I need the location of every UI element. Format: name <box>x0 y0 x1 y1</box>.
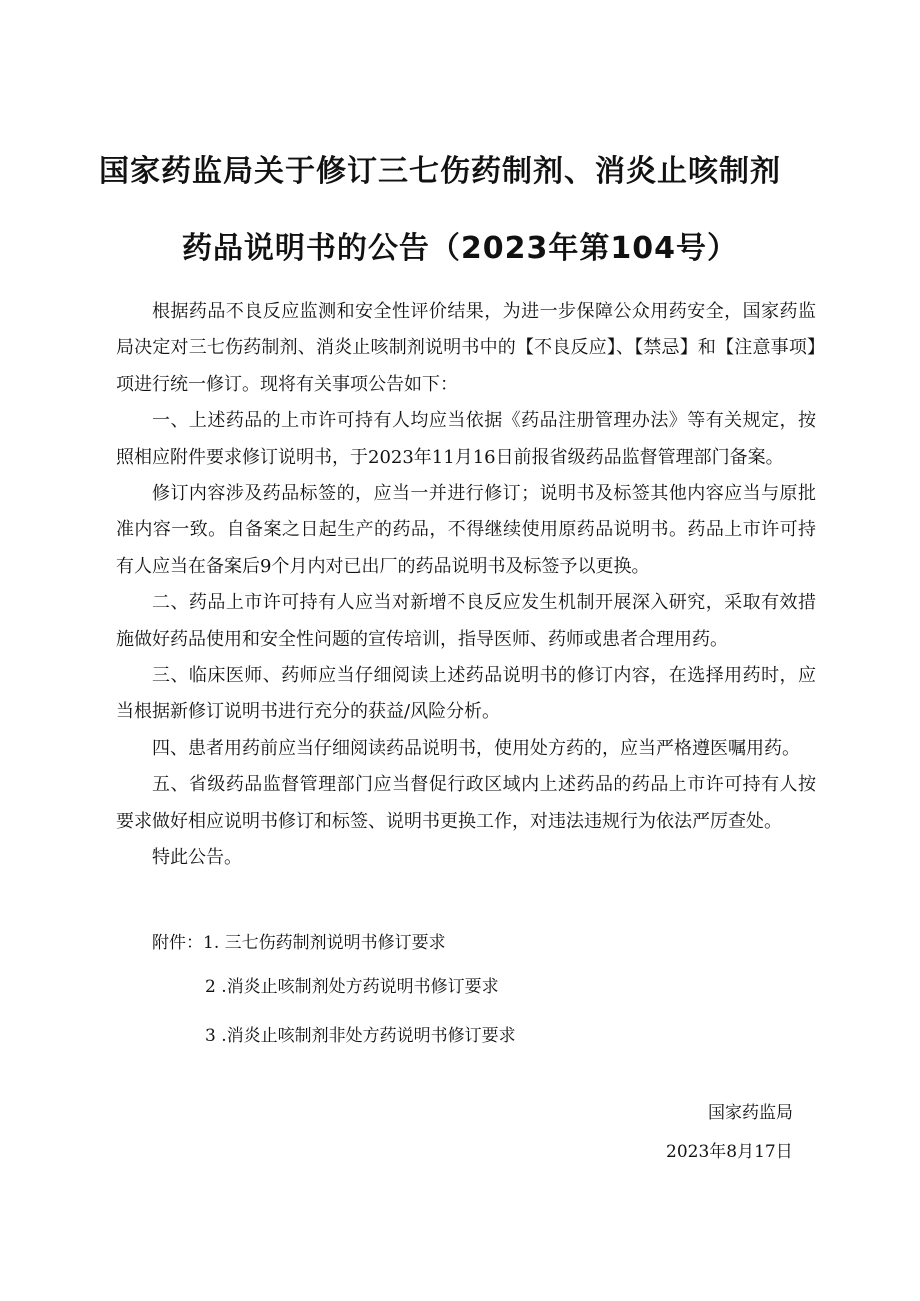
title-line-1: 国家药监局关于修订三七伤药制剂、消炎止咳制剂 <box>99 154 781 189</box>
signature-org: 国家药监局 <box>708 1103 793 1123</box>
paragraph-item-3: 三、临床医师、药师应当仔细阅读上述药品说明书的修订内容，在选择用药时，应当根据新修订说明书进行充分的获益/风险分析。 <box>116 665 816 723</box>
paragraph-closing: 特此公告。 <box>152 847 242 869</box>
paragraph-intro: 根据药品不良反应监测和安全性评价结果，为进一步保障公众用药安全，国家药监局决定对三七伤药制剂、消炎止咳制剂说明书中的【不良反应】、【禁忌】和【注意事项】项进行统一修订。现将有关事项公告如下： <box>116 301 816 395</box>
paragraph-item-1: 一、上述药品的上市许可持有人均应当依据《药品注册管理办法》等有关规定，按照相应附件要求修订说明书，于2023年11月16日前报省级药品监督管理部门备案。 <box>116 410 816 468</box>
attachment-1: 附件：1. 三七伤药制剂说明书修订要求 <box>152 933 446 953</box>
paragraph-item-5: 五、省级药品监督管理部门应当督促行政区域内上述药品的药品上市许可持有人按要求做好相应说明书修订和标签、说明书更换工作，对违法违规行为依法严厉查处。 <box>116 774 816 832</box>
announcement-body <box>116 294 816 877</box>
attachment-2: 2 .消炎止咳制剂处方药说明书修订要求 <box>205 977 499 997</box>
title-line-2: 药品说明书的公告（2023年第104号） <box>181 231 739 266</box>
paragraph-item-2: 二、药品上市许可持有人应当对新增不良反应发生机制开展深入研究，采取有效措施做好药品使用和安全性问题的宣传培训，指导医师、药师或患者合理用药。 <box>116 592 816 650</box>
paragraph-item-4: 四、患者用药前应当仔细阅读药品说明书，使用处方药的，应当严格遵医嘱用药。 <box>152 737 800 759</box>
signature-date: 2023年8月17日 <box>666 1142 793 1162</box>
attachment-3: 3 .消炎止咳制剂非处方药说明书修订要求 <box>205 1026 516 1046</box>
paragraph-label-revision: 修订内容涉及药品标签的，应当一并进行修订；说明书及标签其他内容应当与原批准内容一致。自备案之日起生产的药品，不得继续使用原药品说明书。药品上市许可持有人应当在备案后9个月内对已出厂的药品说明书及标签予以更换。 <box>116 483 816 577</box>
